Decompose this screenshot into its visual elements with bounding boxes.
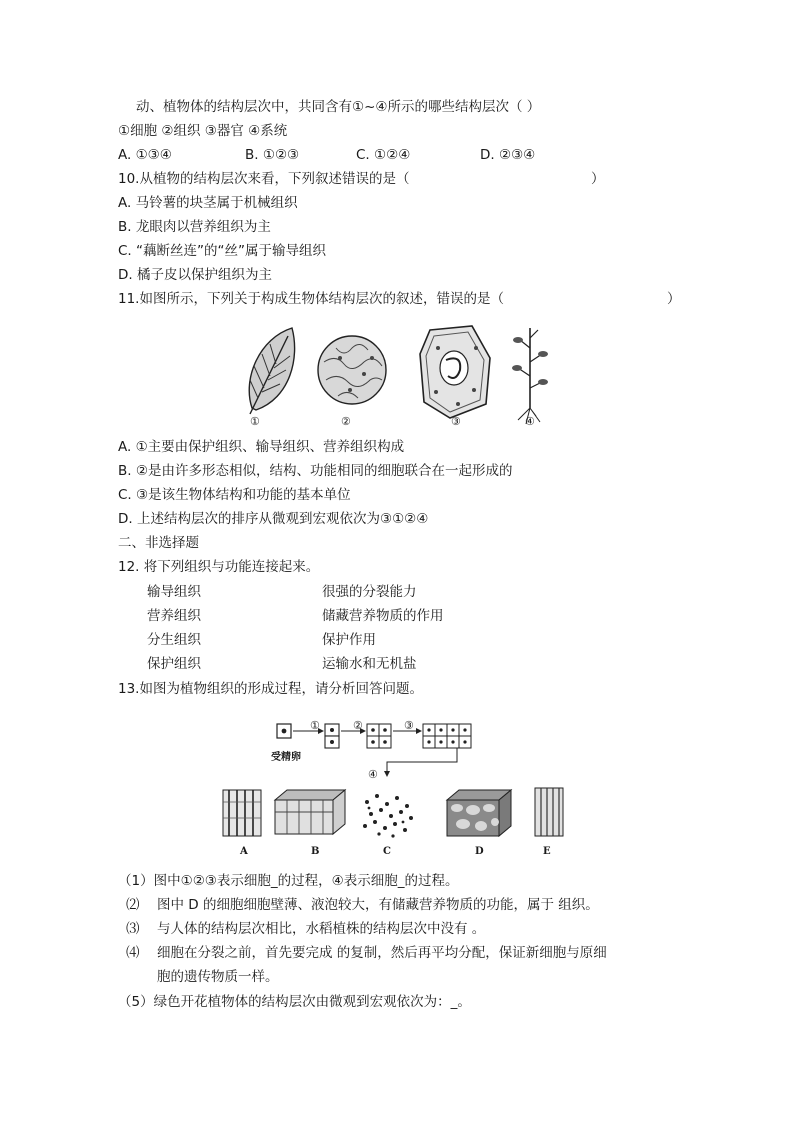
q12-right-2: 储藏营养物质的作用 (322, 608, 444, 624)
q12-left-3: 分生组织 (147, 632, 201, 648)
tissue-c-image (363, 794, 413, 838)
tissue-d-image (447, 790, 511, 836)
q11-figure (240, 318, 560, 430)
q11-option-d: D. 上述结构层次的排序从微观到宏观依次为③①②④ (118, 511, 429, 527)
q12-stem: 12. 将下列组织与功能连接起来。 (118, 559, 320, 575)
q13-step-2: ② (353, 719, 363, 732)
q13-stem: 13.如图为植物组织的形成过程，请分析回答问题。 (118, 681, 423, 697)
q13-marker-3: ⑶ (126, 921, 140, 937)
q9-stem: 动、植物体的结构层次中，共同含有①~④所示的哪些结构层次（ ） (136, 99, 541, 115)
section-heading: 二、非选择题 (118, 535, 199, 551)
q10-option-a: A. 马铃薯的块茎属于机械组织 (118, 195, 298, 211)
q13-label-d: D (475, 846, 484, 857)
q11-label-4: ④ (525, 415, 535, 428)
whole-plant-image (512, 328, 548, 424)
q12-left-1: 输导组织 (147, 584, 201, 600)
q9-option-d: D. ②③④ (480, 147, 536, 163)
q12-right-3: 保护作用 (322, 632, 376, 648)
q11-label-3: ③ (451, 415, 461, 428)
q10-option-b: B. 龙眼肉以营养组织为主 (118, 219, 271, 235)
q11-option-c: C. ③是该生物体结构和功能的基本单位 (118, 487, 351, 503)
q13-sub-5: （5）绿色开花植物体的结构层次由微观到宏观依次为：_。 (118, 994, 471, 1010)
q13-sub-3: 与人体的结构层次相比，水稻植株的结构层次中没有 。 (157, 921, 486, 937)
q11-option-b: B. ②是由许多形态相似，结构、功能相同的细胞联合在一起形成的 (118, 463, 513, 479)
q13-label-b: B (311, 846, 320, 857)
q9-option-c: C. ①②④ (356, 147, 411, 163)
q13-sub-1: （1）图中①②③表示细胞_的过程，④表示细胞_的过程。 (118, 873, 459, 889)
q12-left-2: 营养组织 (147, 608, 201, 624)
q10-stem: 10.从植物的结构层次来看，下列叙述错误的是（ (118, 171, 410, 187)
plant-cell-image (420, 326, 490, 418)
q13-figure (215, 718, 575, 840)
q11-close-paren: ） (667, 291, 681, 307)
q13-step-3: ③ (404, 719, 414, 732)
q11-label-1: ① (250, 415, 260, 428)
leaf-image (249, 328, 294, 414)
q10-option-d: D. 橘子皮以保护组织为主 (118, 267, 272, 283)
q12-left-4: 保护组织 (147, 656, 201, 672)
q13-label-c: C (383, 846, 391, 857)
q10-close-paren: ） (591, 171, 605, 187)
tissue-a-image (223, 790, 261, 836)
q9-option-b: B. ①②③ (245, 147, 300, 163)
q13-sub-4: 细胞在分裂之前，首先要完成 的复制，然后再平均分配，保证新细胞与原细 (157, 945, 607, 961)
q11-stem: 11.如图所示，下列关于构成生物体结构层次的叙述，错误的是（ (118, 291, 504, 307)
q11-label-2: ② (341, 415, 351, 428)
q13-marker-4: ⑷ (126, 945, 140, 961)
q9-option-a: A. ①③④ (118, 147, 172, 163)
q12-right-4: 运输水和无机盐 (322, 656, 417, 672)
q13-step-4: ④ (368, 768, 378, 781)
q13-label-e: E (543, 846, 551, 857)
q13-egg-label: 受精卵 (271, 752, 301, 763)
q13-step-1: ① (310, 719, 320, 732)
q11-option-a: A. ①主要由保护组织、输导组织、营养组织构成 (118, 439, 405, 455)
q10-option-c: C. “藕断丝连”的“丝”属于输导组织 (118, 243, 326, 259)
q13-label-a: A (240, 846, 248, 857)
q12-right-1: 很强的分裂能力 (322, 584, 417, 600)
tissue-disc-image (318, 336, 386, 404)
tissue-b-image (275, 790, 345, 834)
q9-items: ①细胞 ②组织 ③器官 ④系统 (118, 123, 288, 139)
q13-sub-4-cont: 胞的遗传物质一样。 (157, 969, 279, 985)
q13-marker-2: ⑵ (126, 897, 140, 913)
tissue-e-image (535, 788, 563, 836)
q13-sub-2: 图中 D 的细胞细胞壁薄、液泡较大，有储藏营养物质的功能，属于 组织。 (157, 897, 599, 913)
